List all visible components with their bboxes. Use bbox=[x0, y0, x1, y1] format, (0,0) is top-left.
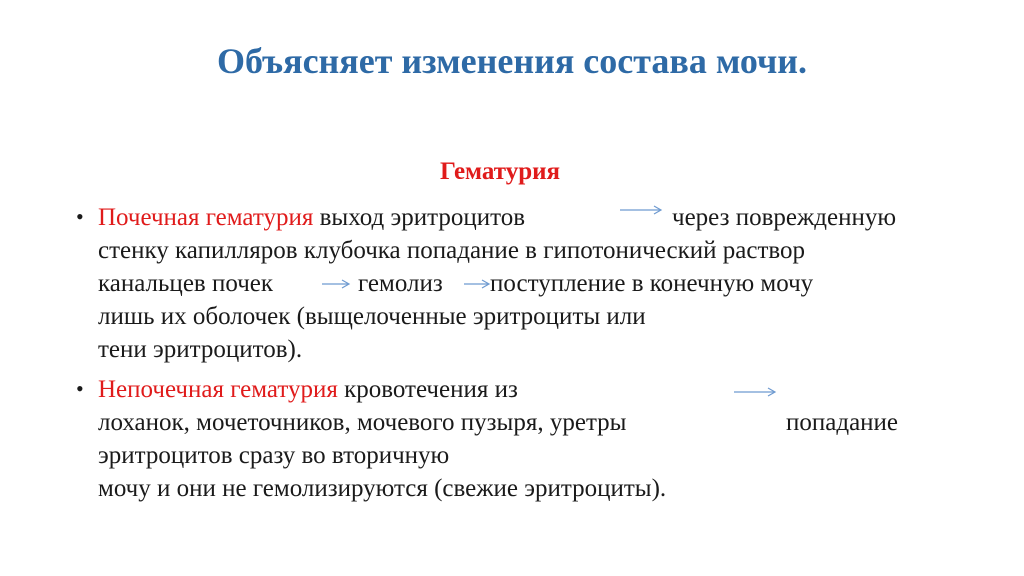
bullet-1-text: выход эритроцитов bbox=[313, 204, 526, 231]
bullet-1-text: через поврежденную bbox=[672, 204, 896, 231]
bullet-2-text: мочу и они не гемолизируются (свежие эритроциты). bbox=[98, 475, 667, 502]
bullet-1-text: гемолиз bbox=[358, 270, 443, 297]
bullet-1-text: канальцев почек bbox=[98, 270, 274, 297]
arrow-icon bbox=[734, 386, 778, 398]
bullet-2-text: лоханок, мочеточников, мочевого пузыря, уретры bbox=[98, 409, 627, 436]
section-heading: Гематурия bbox=[439, 158, 561, 185]
bullet-dot: • bbox=[76, 376, 84, 401]
bullet-2-line-1 bbox=[98, 375, 518, 405]
bullet-1-text: тени эритроцитов). bbox=[98, 336, 303, 363]
arrow-icon bbox=[620, 204, 664, 216]
arrow-icon bbox=[464, 278, 492, 290]
arrow-icon bbox=[322, 278, 352, 290]
bullet-2-text: эритроцитов сразу во вторичную bbox=[98, 442, 450, 469]
bullet-1-line-1 bbox=[98, 203, 525, 233]
bullet-2-text: кровотечения из bbox=[337, 376, 518, 403]
bullet-2-term: Непочечная гематурия bbox=[98, 376, 338, 403]
bullet-1-text: поступление в конечную мочу bbox=[490, 270, 814, 297]
slide-title: Объясняет изменения состава мочи. bbox=[217, 41, 807, 81]
bullet-dot: • bbox=[76, 204, 84, 229]
bullet-1-term: Почечная гематурия bbox=[98, 204, 314, 231]
bullet-2-text: попадание bbox=[786, 409, 899, 436]
bullet-1-text: стенку капилляров клубочка попадание в гипотонический раствор bbox=[98, 237, 806, 264]
bullet-1-text: лишь их оболочек (выщелоченные эритроциты или bbox=[98, 303, 646, 330]
